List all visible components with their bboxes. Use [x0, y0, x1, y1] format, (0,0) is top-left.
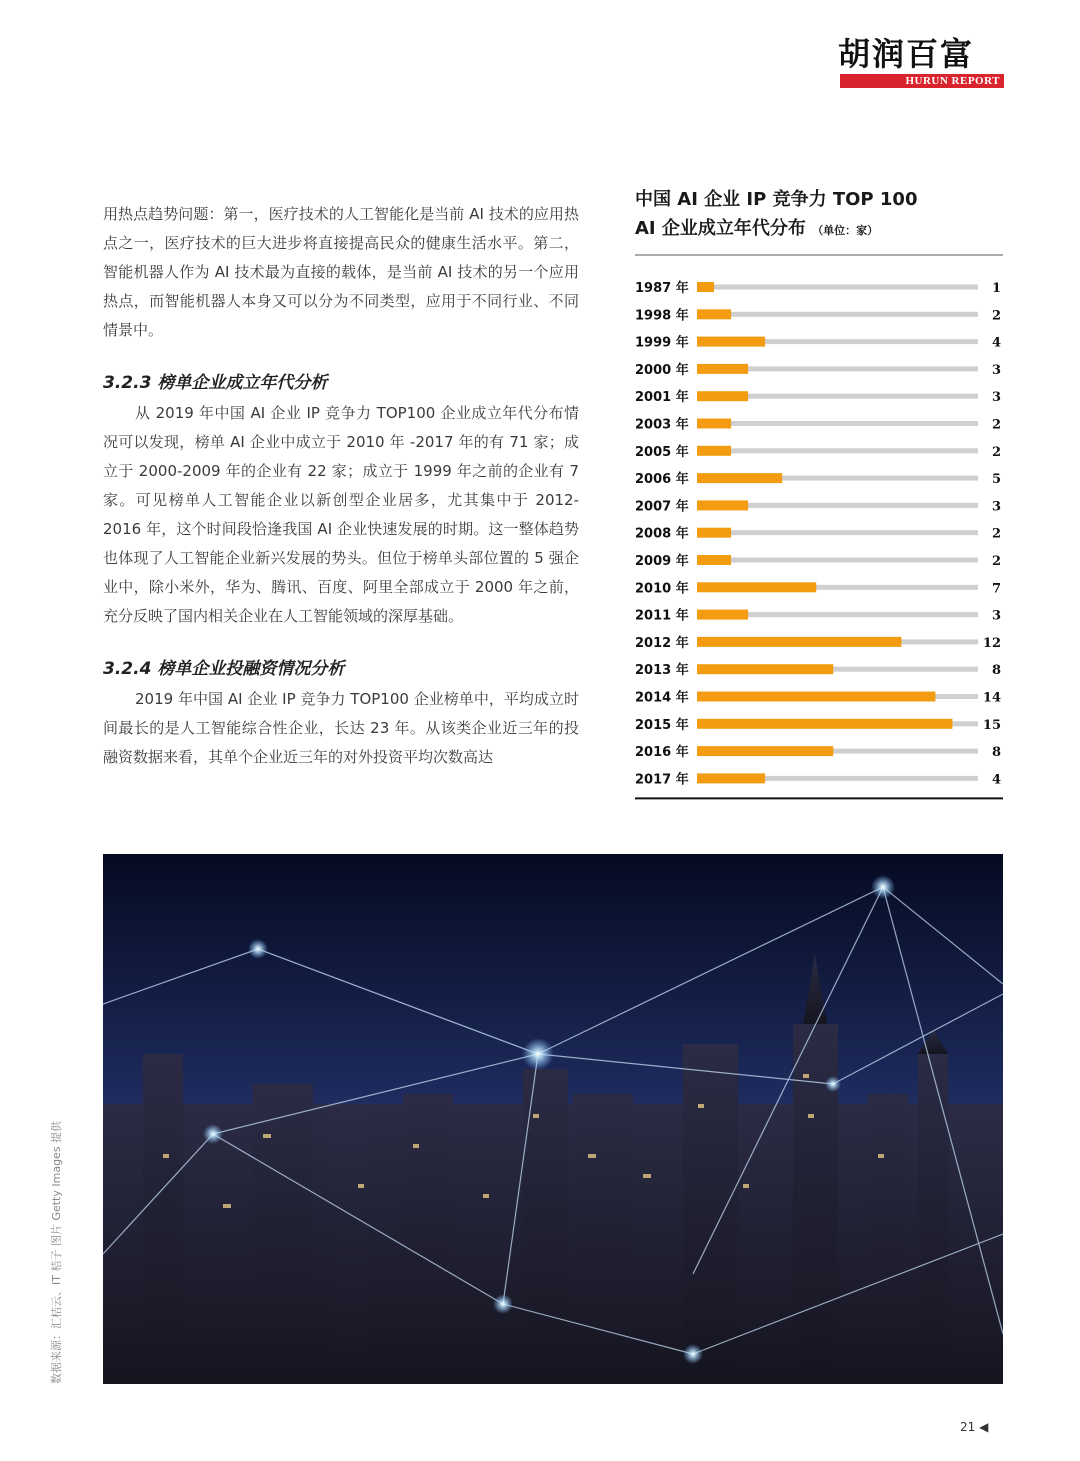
bar — [697, 746, 833, 756]
category-label: 2008 年 — [635, 526, 689, 542]
category-label: 2010 年 — [635, 581, 689, 597]
chart-title — [635, 185, 1005, 245]
value-label: 8 — [991, 663, 1001, 679]
page-number — [960, 1420, 988, 1434]
founding-year-bar-chart — [635, 254, 1003, 806]
article-column — [103, 200, 579, 772]
value-label: 3 — [991, 362, 1001, 378]
bar — [697, 446, 731, 456]
category-label: 2014 年 — [635, 690, 689, 706]
bar-track — [697, 312, 978, 317]
category-label: 1998 年 — [635, 308, 689, 324]
chart-title-line2: AI 企业成立年代分布 — [635, 218, 806, 239]
bar — [697, 582, 816, 592]
value-label: 12 — [982, 635, 1001, 651]
bar — [697, 692, 935, 702]
category-label: 2017 年 — [635, 772, 689, 788]
hurun-logo — [838, 36, 1004, 92]
category-label: 2015 年 — [635, 717, 689, 733]
category-label: 2003 年 — [635, 417, 689, 433]
value-label: 1 — [991, 281, 1001, 296]
value-label: 14 — [982, 690, 1001, 706]
category-label: 1987 年 — [635, 281, 689, 296]
category-label: 2006 年 — [635, 472, 689, 488]
bar — [697, 500, 748, 510]
page-arrow-icon: ◀ — [979, 1420, 989, 1434]
value-label: 2 — [991, 417, 1001, 433]
bar — [697, 555, 731, 565]
bar — [697, 773, 765, 783]
page-number-value: 21 — [960, 1420, 976, 1434]
logo-english: HURUN REPORT — [840, 74, 1004, 88]
value-label: 3 — [991, 499, 1001, 515]
value-label: 2 — [991, 308, 1001, 324]
value-label: 8 — [991, 745, 1001, 761]
category-label: 2000 年 — [635, 362, 689, 378]
section-heading-investment: 3.2.4 榜单企业投融资情况分析 — [103, 659, 345, 679]
value-label: 2 — [991, 526, 1001, 542]
value-label: 5 — [991, 472, 1001, 488]
bar — [697, 282, 714, 292]
value-label: 4 — [991, 772, 1001, 788]
photo-credit: 数据来源：汇桔云、IT 桔子 图片 Getty Images 提供 — [50, 1120, 63, 1384]
city-network-photo — [103, 854, 1003, 1384]
category-label: 2009 年 — [635, 554, 689, 569]
bar — [697, 528, 731, 538]
category-label: 2011 年 — [635, 608, 689, 624]
bar — [697, 391, 748, 401]
bar — [697, 473, 782, 483]
bar — [697, 610, 748, 620]
bar-track — [697, 558, 978, 563]
bar — [697, 664, 833, 674]
paragraph-founding-years: 从 2019 年中国 AI 企业 IP 竞争力 TOP100 企业成立年代分布情况可以发现，榜单 AI 企业中成立于 2010 年 -2017 年的有 71 家；成立于 2000-2009 年的企业有 22 家；成立于 1999 年之前的企业有 7 家。可见榜单人工智能企业以新创型企业居多，尤其集中于 2012-2016 年，这个时间段恰逢我国 AI 企业快速发展的时期。这一整体趋势也体现了人工智能企业新兴发展的势头。但位于榜单头部位置的 5 强企业中，除小米外，华为、腾讯、百度、阿里全部成立于 2000 年之前，充分反映了国内相关企业在人工智能领域的深厚基础。 — [103, 404, 579, 625]
bar-track — [697, 421, 978, 426]
category-label: 2001 年 — [635, 390, 689, 406]
value-label: 7 — [991, 581, 1001, 597]
bar — [697, 364, 748, 374]
value-label: 3 — [991, 390, 1001, 406]
category-label: 2016 年 — [635, 745, 689, 761]
category-label: 2007 年 — [635, 499, 689, 515]
bar — [697, 419, 731, 429]
paragraph-intro: 用热点趋势问题：第一，医疗技术的人工智能化是当前 AI 技术的应用热点之一，医疗技术的巨大进步将直接提高民众的健康生活水平。第二，智能机器人作为 AI 技术最为直接的载体，是当前 AI 技术的另一个应用热点，而智能机器人本身又可以分为不同类型，应用于不同行业、不同情景中。 — [103, 205, 579, 339]
chart-title-line1: 中国 AI 企业 IP 竞争力 TOP 100 — [635, 189, 918, 210]
bar — [697, 719, 952, 729]
value-label: 3 — [991, 608, 1001, 624]
bar — [697, 637, 901, 647]
category-label: 2013 年 — [635, 663, 689, 679]
bar — [697, 337, 765, 347]
bar-track — [697, 285, 978, 290]
category-label: 2012 年 — [635, 635, 689, 651]
category-label: 1999 年 — [635, 335, 689, 351]
section-heading-founding-years: 3.2.3 榜单企业成立年代分析 — [103, 373, 328, 393]
chart-unit: （单位：家） — [812, 224, 879, 237]
logo-chinese: 胡润百富 — [838, 35, 975, 73]
bar — [697, 309, 731, 319]
value-label: 2 — [991, 444, 1001, 460]
category-label: 2005 年 — [635, 444, 689, 460]
value-label: 15 — [982, 717, 1001, 733]
value-label: 2 — [991, 554, 1001, 569]
bar-track — [697, 448, 978, 453]
paragraph-investment: 2019 年中国 AI 企业 IP 竞争力 TOP100 企业榜单中，平均成立时间最长的是人工智能综合性企业，长达 23 年。从该类企业近三年的投融资数据来看，其单个企业近三年的对外投资平均次数高达 — [103, 690, 579, 766]
bar-track — [697, 530, 978, 535]
value-label: 4 — [991, 335, 1001, 351]
